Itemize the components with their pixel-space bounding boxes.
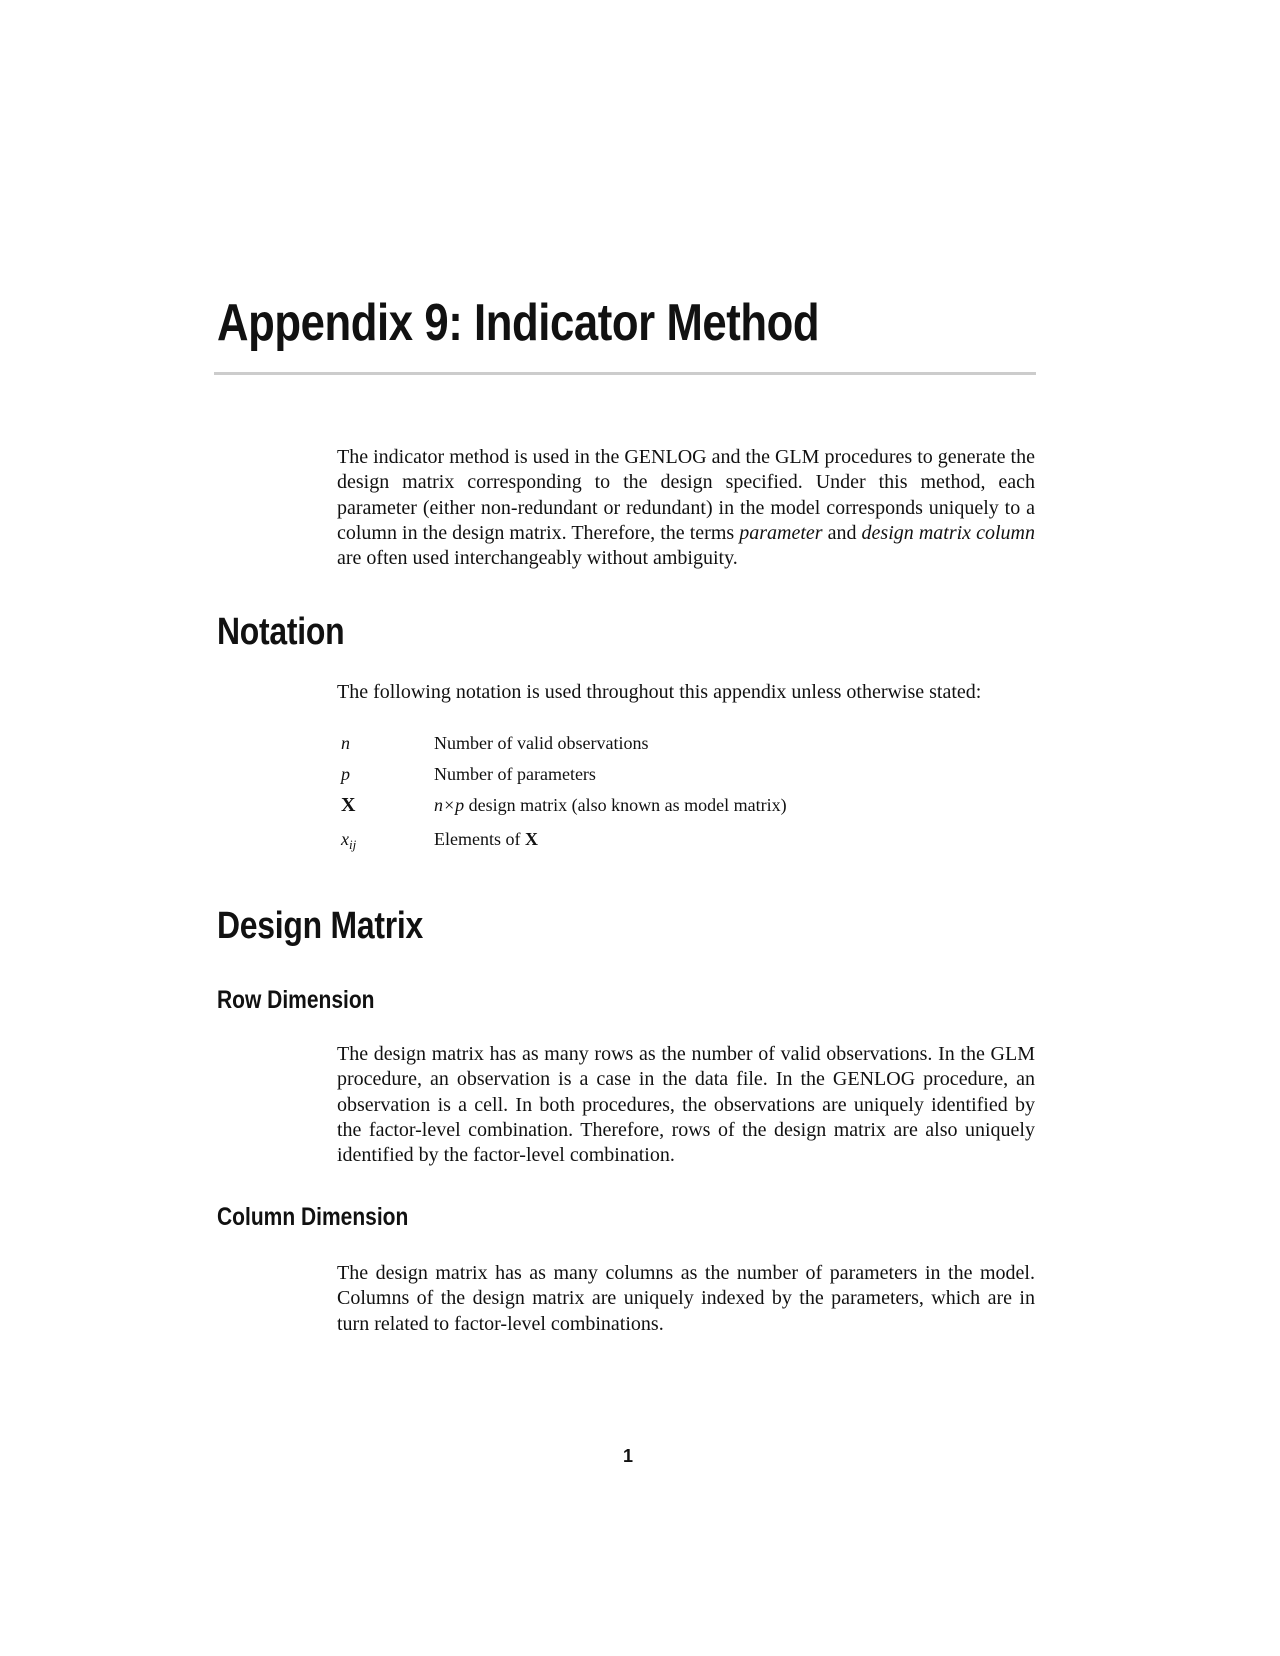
notation-symbol <box>337 829 434 853</box>
title-divider <box>214 372 1036 375</box>
notation-symbol: p <box>341 764 350 784</box>
notation-symbol-base: x <box>341 829 349 849</box>
row-dimension-paragraph: The design matrix has as many rows as the number of valid observations. In the GLM procedure, an observation is a case in the data file. In the GENLOG procedure, an observation is a cell. In both procedures, the observations are uniquely identified by the factor-level combination. Therefore, rows of the design matrix are also uniquely identified by the factor-level combination. <box>337 1043 1035 1167</box>
design-matrix-heading: Design Matrix <box>217 905 424 947</box>
intro-term-parameter: parameter <box>739 521 823 544</box>
notation-description <box>434 795 787 816</box>
column-dimension-paragraph: The design matrix has as many columns as the number of parameters in the model. Columns of the design matrix are uniquely indexed by the parameters, which are in turn related to factor-level combinations. <box>337 1262 1035 1335</box>
notation-description-bold: X <box>524 829 538 849</box>
notation-description: Number of parameters <box>434 764 596 784</box>
column-dimension-heading: Column Dimension <box>217 1203 409 1231</box>
notation-intro: The following notation is used throughout this appendix unless otherwise stated: <box>337 681 982 703</box>
intro-text-2: and <box>822 521 862 544</box>
intro-paragraph <box>337 445 1035 571</box>
page-number: 1 <box>622 1446 633 1466</box>
intro-term-design-matrix-column: design matrix column <box>861 521 1035 544</box>
notation-description <box>434 829 538 850</box>
notation-description-text: design matrix (also known as model matrix) <box>464 795 787 815</box>
notation-item <box>337 829 787 859</box>
notation-item <box>337 733 787 764</box>
page-title: Appendix 9: Indicator Method <box>217 294 820 352</box>
notation-description: Number of valid observations <box>434 733 649 753</box>
notation-dimension: n×p <box>434 795 465 815</box>
notation-item <box>337 764 787 794</box>
row-dimension-heading: Row Dimension <box>217 986 375 1014</box>
notation-list <box>337 733 787 859</box>
notation-heading: Notation <box>217 611 345 653</box>
notation-item <box>337 794 787 829</box>
intro-text-1: The indicator method is used in the GENLOG and the GLM procedures to generate the design matrix corresponding to the design specified. Under this method, each parameter (either non-redundant or redundant) in the model corresponds uniquely to a column in the design matrix. Therefore, the terms <box>337 446 1035 544</box>
notation-description-text: Elements of <box>434 829 525 849</box>
notation-symbol-subscript: ij <box>349 837 357 852</box>
notation-symbol: X <box>341 794 356 816</box>
intro-text-3: are often used interchangeably without ambiguity. <box>337 547 738 570</box>
notation-symbol: n <box>341 733 350 753</box>
